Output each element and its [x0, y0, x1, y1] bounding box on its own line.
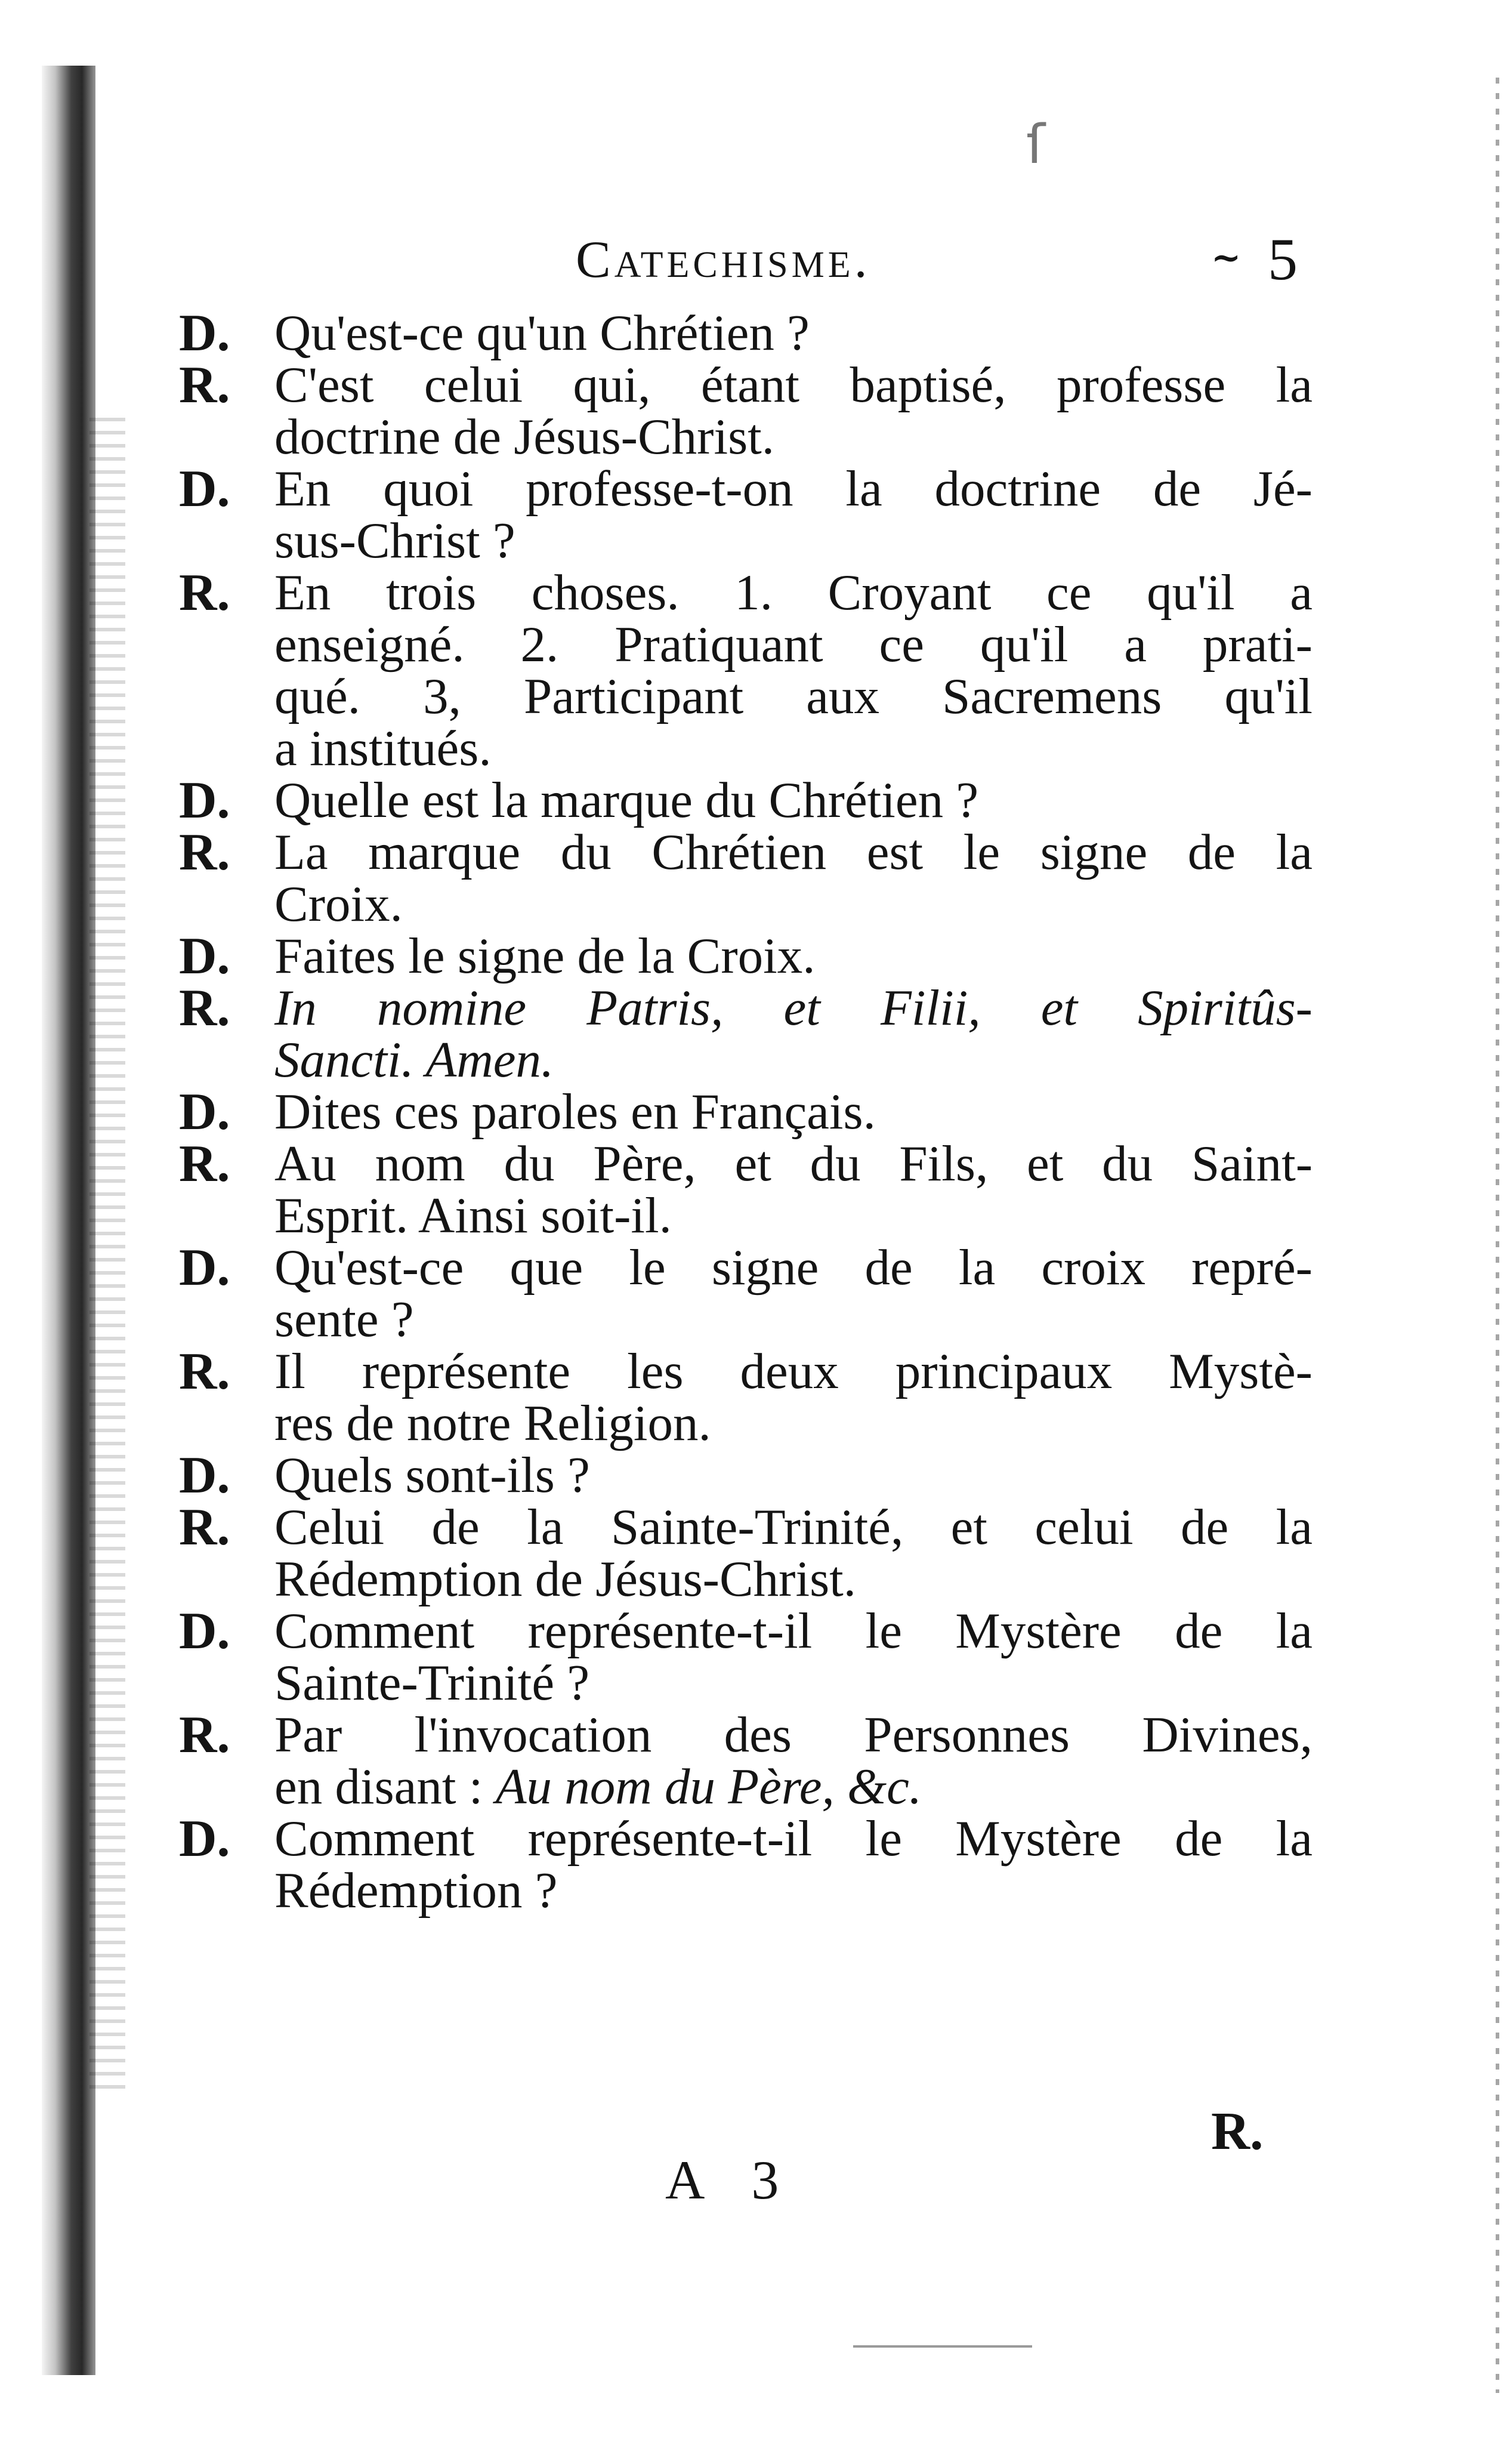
- catechism-entry: [179, 1083, 1313, 1141]
- speaker-label: D.: [179, 304, 230, 362]
- catechism-entry: [179, 1343, 1313, 1451]
- text-line: Faites le signe de la Croix.: [274, 928, 816, 984]
- speaker-label: D.: [179, 772, 230, 829]
- speaker-label: R.: [179, 824, 230, 881]
- catechism-entries: [179, 304, 1313, 1919]
- text-line: doctrine de Jésus-Christ.: [274, 409, 775, 465]
- catechism-entry: [179, 356, 1313, 465]
- text-line: qué. 3, Participant aux Sacremens qu'il: [274, 668, 1313, 724]
- text-line: En trois choses. 1. Croyant ce qu'il a: [274, 565, 1313, 621]
- footer-rule: [853, 2345, 1032, 2348]
- text-line: La marque du Chrétien est le signe de la: [274, 824, 1313, 880]
- text-line: sente ?: [274, 1291, 414, 1347]
- text-line: Par l'invocation des Personnes Divines,: [274, 1707, 1313, 1763]
- catechism-entry: [179, 564, 1313, 776]
- speaker-label: D.: [179, 460, 230, 518]
- speaker-label: R.: [179, 356, 230, 414]
- catechism-entry: [179, 1810, 1313, 1919]
- text-line: res de notre Religion.: [274, 1395, 711, 1451]
- speaker-label: R.: [179, 1343, 230, 1401]
- speaker-label: D.: [179, 1239, 230, 1297]
- speaker-label: D.: [179, 1083, 230, 1141]
- catchword: R.: [1211, 2102, 1264, 2161]
- latin-line: In nomine Patris, et Filii, et Spiritûs-: [274, 980, 1313, 1036]
- text-line: Au nom du Père, et du Fils, et du Saint-: [274, 1136, 1313, 1192]
- text-line: Rédemption ?: [274, 1862, 558, 1919]
- speaker-label: R.: [179, 564, 230, 622]
- text-line: Comment représente-t-il le Mystère de la: [274, 1811, 1313, 1867]
- text-line: Sainte-Trinité ?: [274, 1655, 590, 1711]
- speaker-label: R.: [179, 1706, 230, 1764]
- page-edge-speckle: [1496, 78, 1499, 2393]
- text-line: Dites ces paroles en Français.: [274, 1084, 876, 1140]
- text-line: Qu'est-ce qu'un Chrétien ?: [274, 305, 810, 361]
- speaker-label: R.: [179, 1135, 230, 1193]
- text-line: enseigné. 2. Pratiquant ce qu'il a prati-: [274, 616, 1313, 673]
- text-line: Celui de la Sainte-Trinité, et celui de la: [274, 1499, 1313, 1555]
- catechism-entry: [179, 1498, 1313, 1607]
- catechism-entry: [179, 1706, 1313, 1815]
- latin-line: Sancti. Amen.: [274, 1032, 554, 1088]
- text-line: Quels sont-ils ?: [274, 1447, 590, 1503]
- speaker-label: D.: [179, 1602, 230, 1660]
- speaker-label: R.: [179, 1498, 230, 1556]
- text-segment: en disant :: [274, 1759, 496, 1815]
- book-binding-shadow: [42, 66, 95, 2375]
- signature-mark: A 3: [665, 2150, 797, 2210]
- catechism-entry: [179, 304, 1313, 362]
- text-line: Comment représente-t-il le Mystère de la: [274, 1603, 1313, 1659]
- catechism-entry: [179, 1135, 1313, 1244]
- text-line: Quelle est la marque du Chrétien ?: [274, 772, 979, 828]
- text-line: Esprit. Ainsi soit-il.: [274, 1188, 672, 1244]
- speaker-label: R.: [179, 979, 230, 1037]
- speaker-label: D.: [179, 1447, 230, 1504]
- pencil-mark: ſ: [1026, 113, 1045, 176]
- catechism-entry: [179, 772, 1313, 829]
- header-dash: ~: [1211, 237, 1242, 279]
- binding-speckle: [89, 418, 125, 2089]
- italic-segment: Au nom du Père, &c.: [495, 1759, 922, 1815]
- speaker-label: D.: [179, 927, 230, 985]
- catechism-entry: [179, 1239, 1313, 1347]
- page-number: 5: [1268, 226, 1298, 292]
- text-line: Rédemption de Jésus-Christ.: [274, 1551, 857, 1607]
- catechism-entry: [179, 1447, 1313, 1504]
- text-line: Croix.: [274, 876, 403, 932]
- text-line: En quoi professe-t-on la doctrine de Jé-: [274, 461, 1313, 517]
- catechism-entry: [179, 460, 1313, 569]
- text-line: Qu'est-ce que le signe de la croix repré-: [274, 1239, 1313, 1296]
- text-line: C'est celui qui, étant baptisé, professe la: [274, 357, 1313, 413]
- catechism-entry: [179, 1602, 1313, 1711]
- text-line: Il représente les deux principaux Mystè-: [274, 1343, 1313, 1399]
- text-line: [274, 1761, 1313, 1813]
- page-header: [0, 226, 1510, 295]
- catechism-entry: [179, 824, 1313, 932]
- text-line: sus-Christ ?: [274, 513, 515, 569]
- text-line: a institués.: [274, 720, 492, 776]
- catechism-entry: [179, 979, 1313, 1088]
- running-title: Catechisme.: [576, 231, 871, 289]
- catechism-entry: [179, 927, 1313, 985]
- speaker-label: D.: [179, 1810, 230, 1868]
